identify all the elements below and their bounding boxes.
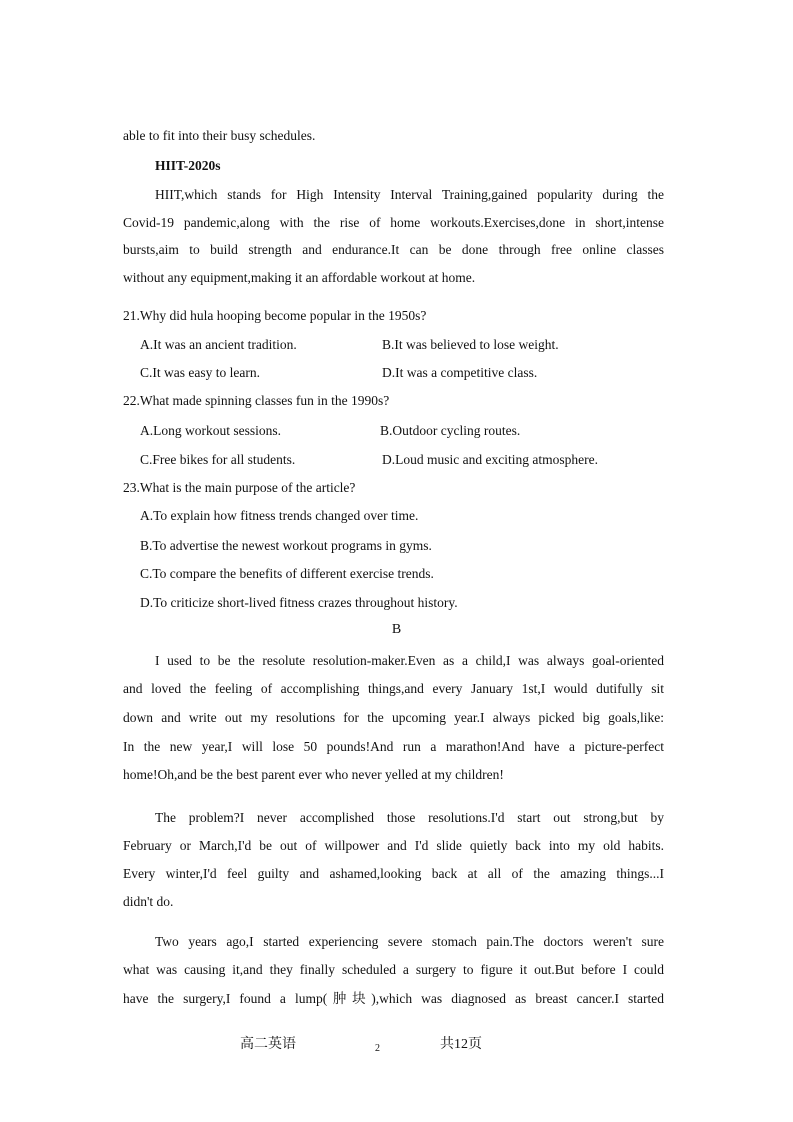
question-stem: 21.Why did hula hooping become popular in the 1950s? [123,308,427,323]
answer-option: D.Loud music and exciting atmosphere. [382,452,598,467]
answer-option: A.To explain how fitness trends changed over time. [140,508,419,523]
answer-option: C.To compare the benefits of different exercise trends. [140,566,434,581]
passage-line: without any equipment,making it an affordable workout at home. [123,270,476,285]
passage-line: bursts,aim to build strength and endurance.It can be done through free online classes [123,242,664,257]
passage-line: home!Oh,and be the best parent ever who never yelled at my children! [123,767,504,782]
passage-line: have the surgery,I found a lump(肿块),which was diagnosed as breast cancer.I started [123,991,664,1006]
question-stem: 22.What made spinning classes fun in the 1990s? [123,393,390,408]
answer-option: D.To criticize short-lived fitness crazes throughout history. [140,595,458,610]
passage-line: The problem?I never accomplished those resolutions.I'd start out strong,but by [155,810,664,825]
page-number: 2 [375,1043,380,1054]
section-title: B [391,622,402,637]
passage-line: what was causing it,and they finally scheduled a surgery to figure it out.But before I could [123,962,664,977]
answer-option: B.Outdoor cycling routes. [380,423,521,438]
footer-total-pages: 共12页 [440,1037,482,1052]
passage-line: Every winter,I'd feel guilty and ashamed,looking back at all of the amazing things...I [123,866,664,881]
question-stem: 23.What is the main purpose of the article? [123,480,356,495]
passage-line: Covid-19 pandemic,along with the rise of home workouts.Exercises,done in short,intense [123,215,664,230]
passage-line: didn't do. [123,894,174,909]
section-heading: HIIT-2020s [155,158,221,173]
answer-option: C.Free bikes for all students. [140,452,296,467]
footer-subject: 高二英语 [240,1037,296,1052]
answer-option: C.It was easy to learn. [140,365,260,380]
passage-line: and loved the feeling of accomplishing things,and every January 1st,I would dutifully sit [123,681,664,696]
passage-line: down and write out my resolutions for the upcoming year.I always picked big goals,like: [123,710,664,725]
answer-option: D.It was a competitive class. [382,365,538,380]
passage-line: February or March,I'd be out of willpower and I'd slide quietly back into my old habits. [123,838,664,853]
passage-line: I used to be the resolute resolution-maker.Even as a child,I was always goal-oriented [155,653,664,668]
passage-line: Two years ago,I started experiencing severe stomach pain.The doctors weren't sure [155,934,664,949]
answer-option: A.Long workout sessions. [140,423,281,438]
answer-option: B.To advertise the newest workout programs in gyms. [140,538,432,553]
answer-option: A.It was an ancient tradition. [140,337,297,352]
passage-line: In the new year,I will lose 50 pounds!And run a marathon!And have a picture-perfect [123,739,664,754]
answer-option: B.It was believed to lose weight. [382,337,559,352]
passage-line: HIIT,which stands for High Intensity Interval Training,gained popularity during the [155,187,664,202]
passage-line: able to fit into their busy schedules. [123,128,316,143]
